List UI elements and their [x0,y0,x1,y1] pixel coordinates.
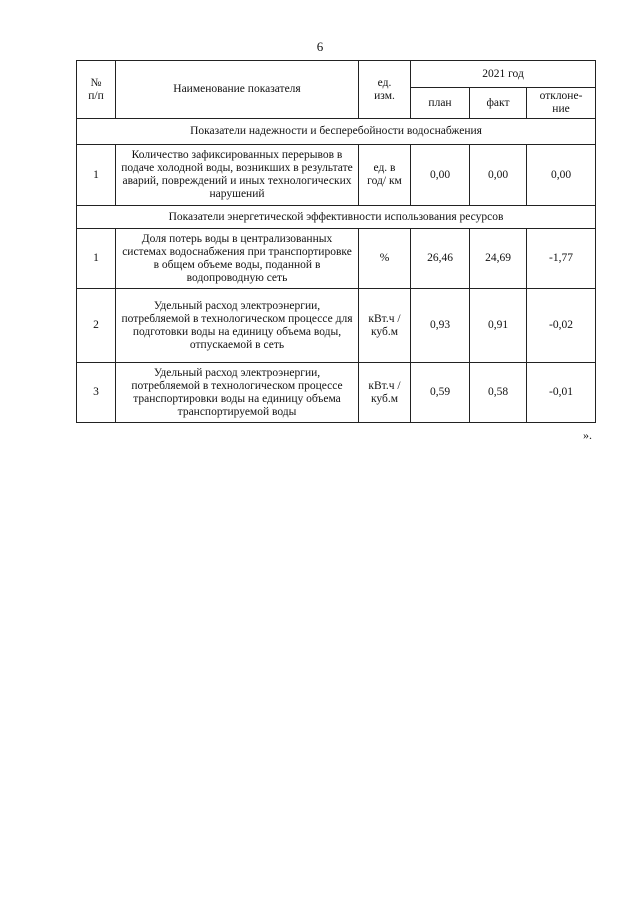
row-fact: 0,58 [470,363,527,423]
row-plan: 0,00 [411,145,470,206]
table-row [77,289,596,363]
closing-quote-mark: ». [583,428,592,442]
header-row-1 [77,61,596,88]
indicators-table [76,60,596,423]
plan-header: план [411,88,470,119]
table-row [77,145,596,206]
row-plan: 26,46 [411,229,470,289]
year-header: 2021 год [411,61,596,88]
table-row [77,229,596,289]
row-name: Удельный расход электроэнергии, потребляемой в технологическом процессе для подготовки воды на единицу объема воды, отпускаемой в сеть [116,289,359,363]
section-title: Показатели надежности и бесперебойности водоснабжения [77,119,596,145]
row-plan: 0,59 [411,363,470,423]
row-name: Доля потерь воды в централизованных системах водоснабжения при транспортировке в общем объеме воды, поданной в водопроводную сеть [116,229,359,289]
row-fact: 0,91 [470,289,527,363]
row-number: 1 [77,229,116,289]
row-deviation: -0,01 [527,363,596,423]
deviation-header: отклоне- ние [527,88,596,119]
row-number: 3 [77,363,116,423]
section-title: Показатели энергетической эффективности использования ресурсов [77,206,596,229]
section-row [77,119,596,145]
row-fact: 0,00 [470,145,527,206]
row-unit: кВт.ч / куб.м [359,363,411,423]
row-unit: кВт.ч / куб.м [359,289,411,363]
row-deviation: -1,77 [527,229,596,289]
row-unit: ед. в год/ км [359,145,411,206]
row-deviation: 0,00 [527,145,596,206]
row-name: Количество зафиксированных перерывов в подаче холодной воды, возникших в результате аварий, повреждений и иных технологических нарушений [116,145,359,206]
row-unit: % [359,229,411,289]
row-name: Удельный расход электроэнергии, потребляемой в технологическом процессе транспортировки воды на единицу объема транспортируемой воды [116,363,359,423]
section-row [77,206,596,229]
row-deviation: -0,02 [527,289,596,363]
row-plan: 0,93 [411,289,470,363]
page-number: 6 [316,39,324,54]
fact-header: факт [470,88,527,119]
unit-header: ед. изм. [359,61,411,119]
row-number: 1 [77,145,116,206]
row-number: 2 [77,289,116,363]
row-fact: 24,69 [470,229,527,289]
table-row [77,363,596,423]
name-header: Наименование показателя [116,61,359,119]
number-header: № п/п [77,61,116,119]
